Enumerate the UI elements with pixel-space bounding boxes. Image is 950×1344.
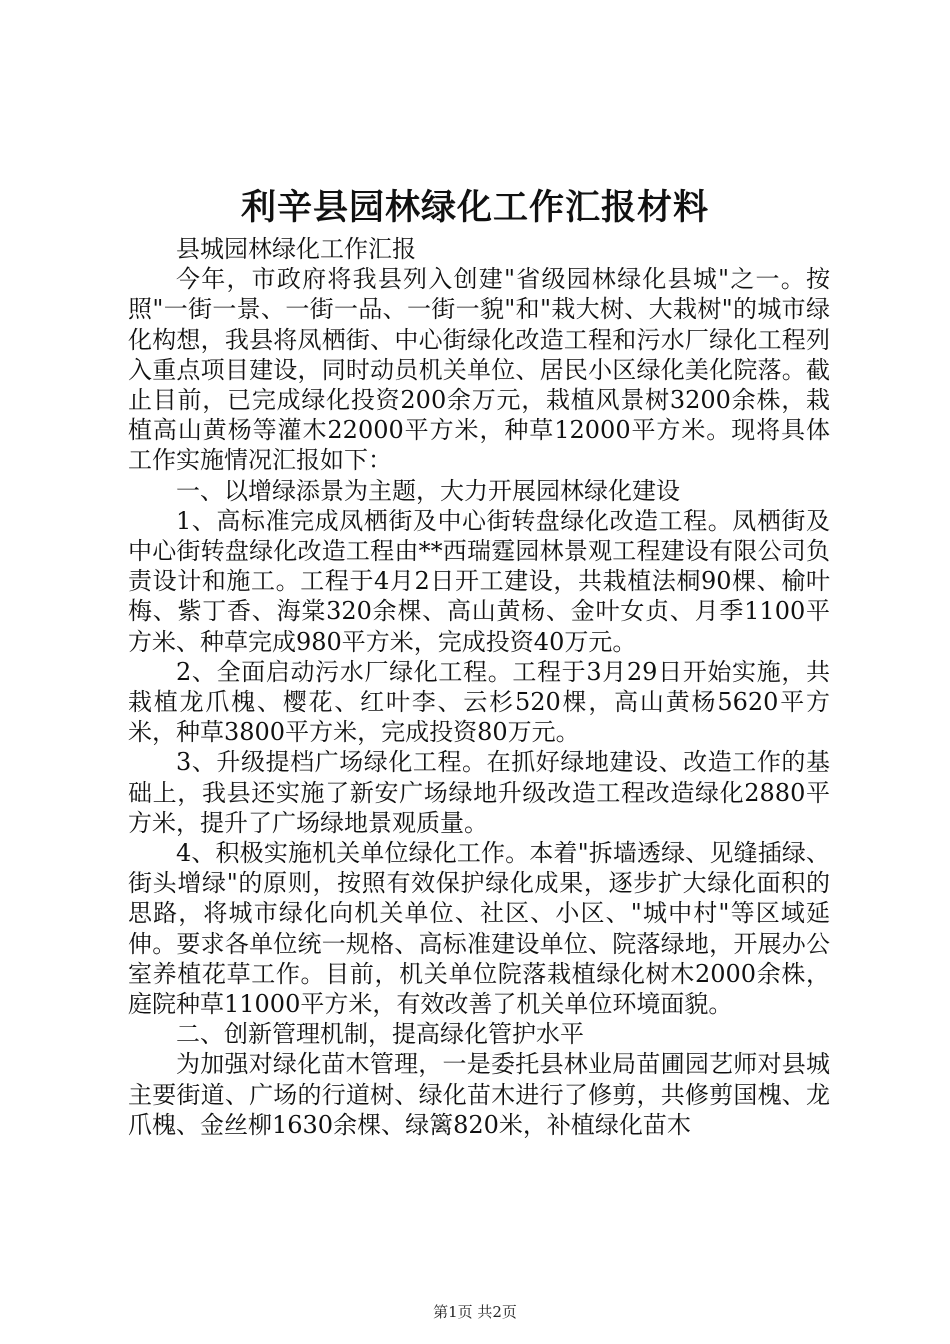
section-heading-1: 一、以增绿添景为主题，大力开展园林绿化建设	[176, 476, 680, 505]
paragraph-management: 为加强对绿化苗木管理，一是委托县林业局苗圃园艺师对县城主要街道、广场的行道树、绿化苗木进行了修剪，共修剪国槐、龙爪槐、金丝柳1630余棵、绿篱820米，补植绿化苗木	[128, 1050, 830, 1139]
paragraph-item-3: 3、升级提档广场绿化工程。在抓好绿地建设、改造工作的基础上，我县还实施了新安广场绿地升级改造工程改造绿化2880平方米，提升了广场绿地景观质量。	[128, 748, 830, 837]
paragraph-subtitle: 县城园林绿化工作汇报	[176, 235, 416, 263]
page-footer: 第1页 共2页	[433, 1303, 517, 1321]
paragraph-intro: 今年，市政府将我县列入创建"省级园林绿化县城"之一。按照"一街一景、一街一品、一街一貌"和"栽大树、大栽树"的城市绿化构想，我县将凤栖街、中心街绿化改造工程和污水厂绿化工程列入重点项目建设，同时动员机关单位、居民小区绿化美化院落。截止目前，已完成绿化投资200余万元，栽植风景树3200余株，栽植高山黄杨等灌木22000平方米，种草12000平方米。现将具体工作实施情况汇报如下：	[128, 265, 830, 475]
paragraph-item-2: 2、全面启动污水厂绿化工程。工程于3月29日开始实施，共栽植龙爪槐、樱花、红叶李、云杉520棵，高山黄杨5620平方米，种草3800平方米，完成投资80万元。	[128, 657, 830, 747]
document-title: 利辛县园林绿化工作汇报材料	[240, 187, 709, 228]
section-heading-2: 二、创新管理机制，提高绿化管护水平	[176, 1020, 584, 1049]
document-body	[128, 234, 830, 1140]
paragraph-item-1: 1、高标准完成凤栖街及中心街转盘绿化改造工程。凤栖街及中心街转盘绿化改造工程由**西瑞霆园林景观工程建设有限公司负责设计和施工。工程于4月2日开工建设，共栽植法桐90棵、榆叶梅、紫丁香、海棠320余棵、高山黄杨、金叶女贞、月季1100平方米、种草完成980平方米，完成投资40万元。	[128, 506, 830, 656]
paragraph-item-4: 4、积极实施机关单位绿化工作。本着"拆墙透绿、见缝插绿、街头增绿"的原则，按照有效保护绿化成果，逐步扩大绿化面积的思路，将城市绿化向机关单位、社区、小区、"城中村"等区域延伸。要求各单位统一规格、高标准建设单位、院落绿地，开展办公室养植花草工作。目前，机关单位院落栽植绿化树木2000余株，庭院种草11000平方米，有效改善了机关单位环境面貌。	[128, 839, 830, 1019]
